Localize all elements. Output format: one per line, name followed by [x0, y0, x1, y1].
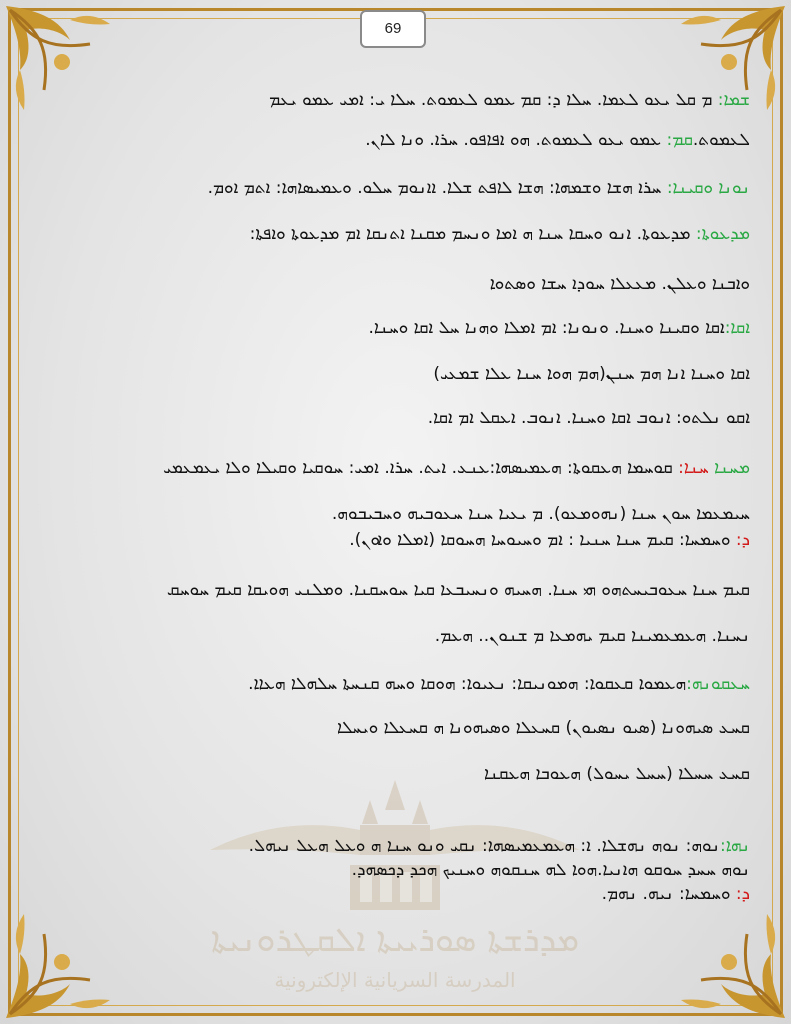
text-line — [50, 458, 750, 478]
text-span: ܐܩܐ ܘܚܢܐ ܐܢܐ ܗܡ ܚܢܢ(ܗܡ ܗܘܐ ܚܢܐ ܥܠܐ ܫܡܥܝ) — [433, 364, 750, 384]
term-label: ܡܚܢܐ — [708, 458, 750, 478]
term-label: ܐܩܐ: — [724, 318, 750, 338]
corner-ornament-icon — [0, 904, 120, 1024]
text-span: ܩܘܚܡܐ ܗܥܩܘܬܐ: ܗܥܡܝܣܗܐ:ܥܢܥ. ܐܝܬ. ܚܪܐ. ܐܡܝ: ܚܘܩܝܐ ܘܩܝܠܐ ܘܠܐ ܝܥܡܥܡܝ — [163, 458, 679, 478]
text-span: ܩܚܥ ܣܝܗܘܢܐ (ܣܝܘ ܢܣܝܘܢ) ܩܚܥܠܐ ܘܣܝܗܘܢܐ ܗ ܩܚܥܠܐ ܘܝܚܠܐ — [336, 718, 750, 738]
corner-ornament-icon — [671, 904, 791, 1024]
term-label: ܚܥܩܘܢܗ: — [686, 674, 750, 694]
marker-label: ܕ: — [730, 530, 750, 550]
marker-label: ܚܢܐ: — [678, 458, 709, 478]
text-line — [50, 626, 750, 646]
text-line — [50, 178, 750, 198]
text-span: ܘܚܡܚܐ: ܩܝܡ ܚܢܐ ܚܢܝܐ : ܐܡ ܘܚܝܘܚܐ ܗܚܘܩܐ (ܐܡܠܐ ܘܐܘܢ). — [349, 530, 731, 550]
text-span: ܡܕܥܘܬܐ. ܐܢܘ ܘܚܩܐ ܚܢܐ ܗ ܐܡܐ ܘܢܚܡ ܡܩܢܐ ܐܬܢܩܐ ܐܡ ܡܕܥܘܬܐ ܘܐܦܬܐ: — [249, 224, 696, 244]
text-span: ܚܝܡܥܡܐ ܚܘܢ ܚܢܐ (ܢܗܘܡܥܘ). ܡ ܝܥܝܐ ܚܢܐ ܚܥܘܒܝܗ ܘܚܒܝܒܘܗ. — [331, 504, 750, 524]
text-span: ܐܩܘ ܢܠܬܘ: ܐܢܘܒ ܐܩܐ ܘܚܢܐ. ܐܢܘܒ. ܐܥܩܠ ܐܡ ܐܩܐ. — [427, 408, 750, 428]
watermark-title: ܡܕܪܫܬܐ ܣܘܪܝܝܬܐ ܐܠܩܛܪܘܢܝܬܐ — [210, 920, 580, 960]
marker-label: ܕ: — [730, 884, 750, 904]
text-span: ܚܪܐ ܗܫܐ ܘܫܡܗܐ: ܗܫܐ ܠܐܦܬ ܫܠܐ. ܐܐܢܘܡ ܚܠܘ. ܘܥܡܝܣܐܗܐ: ܐܬܡ ܐܘܡ. — [207, 178, 667, 198]
term-label: ܫܡܐ: — [717, 90, 750, 110]
term-label: ܡܕܥܘܬܐ: — [695, 224, 750, 244]
text-line — [50, 274, 750, 294]
text-span: ܘܐܒܢܐ ܘܥܠܢ. ܡܥܥܠܐ ܚܘܕܐ ܚܫܐ ܘܣܬܘܐ — [489, 274, 750, 294]
text-span: ܐܩܐ ܘܩܝܢܐ ܘܚܢܐ. ܘܢܘܢܐ: ܐܡ ܐܡܠܐ ܘܗܢܐ ܚܠ ܐܩܐ ܘܚܢܐ. — [368, 318, 725, 338]
text-span: ܘܚܡܚܐ: ܢܝܗ. ܢܗܡ. — [601, 884, 731, 904]
text-line — [50, 318, 750, 338]
text-line — [50, 130, 750, 150]
text-span: ܢܘܗ: ܢܘܗ ܢܗܫܠܐ. ܐ: ܗܥܡܥܡܝܣܗܐ: ܢܩܝ ܘܢܘ ܚܢܐ ܗ ܘܥܠ ܗܥܠ ܢܝܗܠ. — [248, 836, 720, 856]
term-label: ܢܘܢܐ ܘܩܝܢܐ: — [666, 178, 750, 198]
text-line — [50, 504, 750, 524]
text-line — [50, 884, 750, 904]
term-label: ܢܗܐ: — [720, 836, 750, 856]
text-line — [50, 836, 750, 856]
text-line — [50, 860, 750, 880]
text-line — [50, 674, 750, 694]
text-line — [50, 718, 750, 738]
text-span: ܥܡܘ ܝܥܘ ܠܥܡܘܬ. ܗܘ ܐܦܐܦܘ. ܚܪܐ. ܘܢܐ ܠܐܢ. — [365, 130, 667, 150]
page-number: 69 — [360, 10, 426, 48]
text-line — [50, 364, 750, 384]
term-label: ܩܡ: — [666, 130, 693, 150]
text-span: ܢܚܢܐ. ܗܥܡܥܡܝܢܐ ܩܝܡ ܝܗܡܥܐ ܡ ܫܢܘܢ.. ܗܥܡ. — [434, 626, 750, 646]
text-span: ܢܘܗ ܚܚܕ ܚܘܩܘ ܗܐܢܝܐ.ܗܘܐ ܠܗ ܚܢܩܘܗ ܘܚܢܝܟ ܗܟܕ ܕܟܣܗܕ. — [351, 860, 750, 880]
watermark-subtitle: المدرسة السريانية الإلكترونية — [274, 968, 516, 992]
text-span: ܠܥܡܘܬ. — [692, 130, 750, 150]
text-line — [50, 764, 750, 784]
text-line — [50, 530, 750, 550]
text-span: ܗܥܡܘܐ ܩܥܩܘܐ: ܗܡܘܢܝܩܐ: ܢܥܝܘܐ: ܗܘܩܐ ܘܚܗ ܩܢܚܬܐ ܚܠܗܠܐ ܗܥܐܐ. — [248, 674, 687, 694]
text-line — [50, 408, 750, 428]
text-line — [50, 224, 750, 244]
text-span: ܩܚܥ ܚܚܠܐ (ܚܚܠ ܝܚܘܠ) ܗܥܘܒܐ ܗܥܩܢܐ — [483, 764, 750, 784]
text-line — [50, 580, 750, 600]
text-span: ܡ ܩܠ ܝܥܘ ܠܥܡܐ. ܚܠܐ ܕ: ܩܡ ܥܡܘ ܠܥܡܘܬ. ܚܠܐ ܝ: ܐܡܝ ܥܡܘ ܝܥܡ — [269, 90, 718, 110]
text-span: ܩܝܡ ܚܢܐ ܚܥܘܒܝܚܬܗܘ ܗܝ ܚܢܐ. ܗܚܝܗ ܘܢܚܝܒܥܐ ܩܝܐ ܚܘܚܩܢܐ. ܘܡܠܢܝ ܗܘܝܩܐ ܩܝܡ ܚܘܚܩ — [166, 580, 750, 600]
text-line — [50, 90, 750, 110]
